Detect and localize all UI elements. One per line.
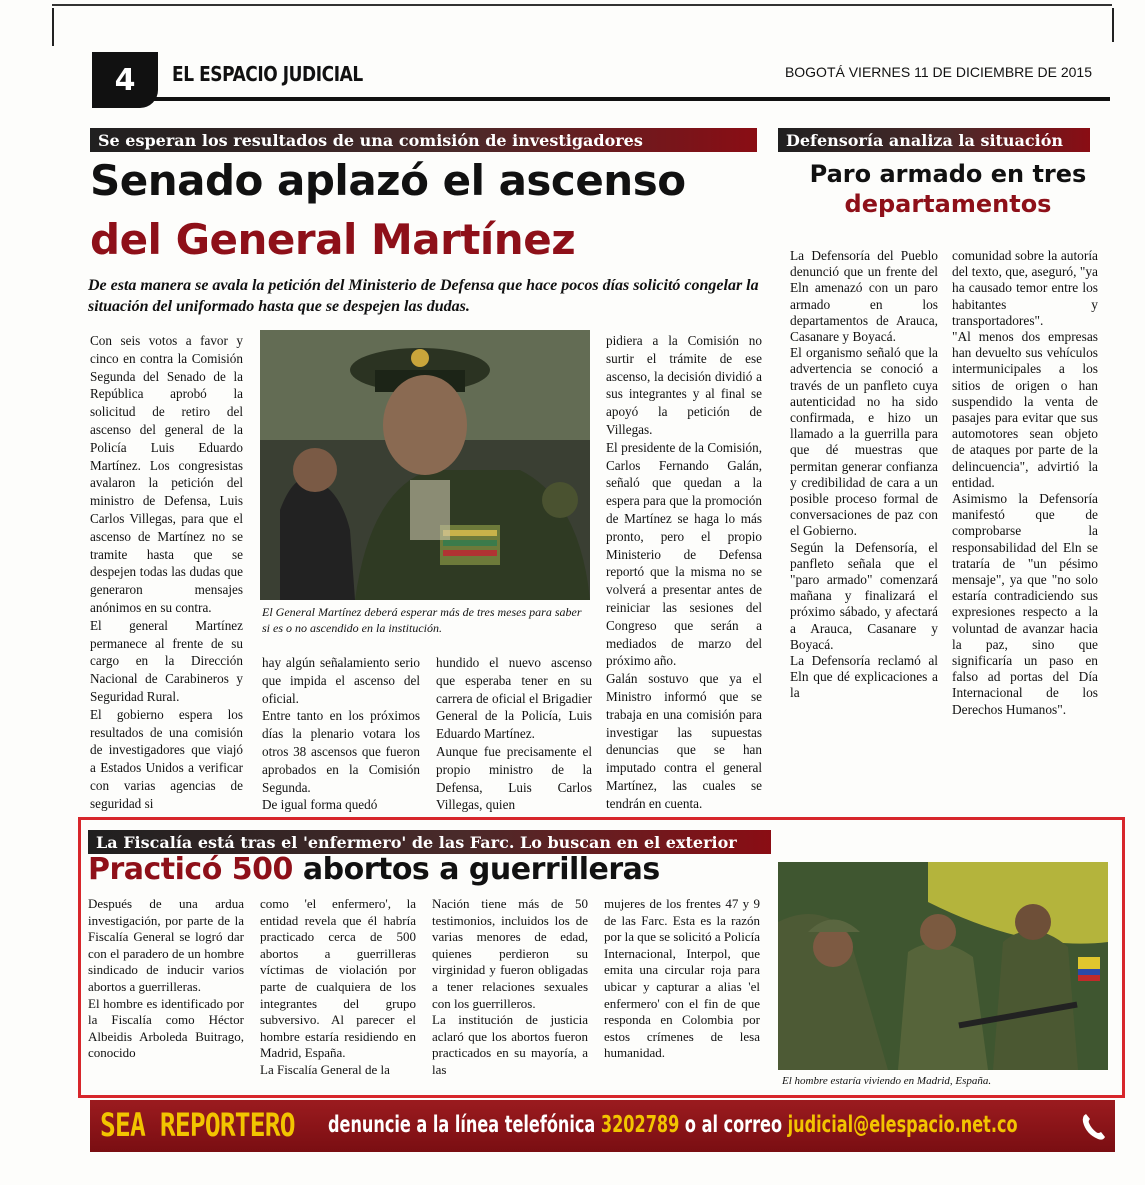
paragraph: mujeres de los frentes 47 y 9 de las Farc. Esta es la razón por la que se solicitó a Policía Internacional, Interpol, que emita una circular roja para ubicar y capturar a alias 'el enfermero' con el fin de que responda en Colombia por estos crímenes de lesa humanidad. (604, 896, 760, 1061)
dateline: BOGOTÁ VIERNES 11 DE DICIEMBRE DE 2015 (784, 64, 1092, 80)
bottom-headline (88, 852, 660, 887)
side-kicker: Defensoría analiza la situación (778, 128, 1090, 152)
margin-mark (52, 8, 54, 46)
lead-column-4 (606, 332, 762, 816)
lead-column-1 (90, 332, 243, 816)
side-column-1 (790, 248, 938, 802)
lead-column-2 (262, 654, 420, 816)
guerrilla-illustration (778, 862, 1108, 1070)
paragraph: La Defensoría reclamó al Eln que dé explicaciones a la (790, 653, 938, 701)
side-headline-1: Paro armado en tres (809, 160, 1087, 188)
officer-illustration (260, 330, 590, 600)
bottom-column-3 (432, 896, 588, 1091)
lead-dek: De esta manera se avala la petición del Ministerio de Defensa que hace pocos días solicitó congelar la situación del uniformado hasta que se despejen las dudas. (88, 277, 759, 315)
paragraph: Asimismo la Defensoría manifestó que de comprobarse la responsabilidad del Eln se trataría de "un pésimo mensaje", ya que "no solo estaría contradiciendo sus expresiones respecto a la voluntad de avanzar hacia la paz, sino que significaría un paso en falso ad portas del Día Internacional de los Derechos Humanos". (952, 491, 1098, 717)
paragraph: El hombre es identificado por la Fiscalía como Héctor Albeidis Arboleda Buitrago, conocido (88, 995, 244, 1061)
paragraph: El presidente de la Comisión, Carlos Fernando Galán, señaló que quedan a la espera para que la promoción de Martínez se haga lo más pronto, pero el propio Ministerio de Defensa reportó que la misma no se volverá a presentar antes de reiniciar las sesiones del Congreso que serán a mediados de marzo del próximo año. (606, 439, 762, 669)
section-title: EL ESPACIO JUDICIAL (172, 62, 363, 86)
masthead-rule (92, 97, 1110, 101)
top-rule (52, 4, 1112, 6)
lead-kicker: Se esperan los resultados de una comisión de investigadores (90, 128, 757, 152)
paragraph: hay algún señalamiento serio que impida el ascenso del oficial. (262, 655, 420, 706)
reporter-banner (90, 1100, 1115, 1152)
side-column-2 (952, 248, 1098, 802)
paragraph: Nación tiene más de 50 testimonios, incluidos los de varias menores de edad, quienes perdieron su virginidad y fueron obligadas a tener relaciones sexuales con los guerrilleros. (432, 896, 588, 1011)
paragraph: pidiera a la Comisión no surtir el trámite de ese ascenso, la decisión dividió a sus integrantes y al final se apoyó la petición de Villegas. (606, 333, 762, 437)
paragraph: comunidad sobre la autoría del texto, que, aseguró, "ya ha causado temor entre los habitantes y transportadores". (952, 248, 1098, 328)
paragraph: El organismo señaló que la advertencia se conoció a través de un panfleto cuya autenticidad no ha sido confirmada, e hizo un llamado a la guerrilla para que dé muestras que permitan generar confianza y credibilidad de cara a un posible proceso formal de conversaciones de paz con el Gobierno. (790, 345, 938, 539)
banner-phone[interactable]: 3202789 (600, 1112, 680, 1138)
bottom-headline-red: Practicó 500 (88, 852, 293, 887)
bottom-kicker: La Fiscalía está tras el 'enfermero' de las Farc. Lo buscan en el exterior (88, 830, 771, 854)
side-headline-2: departamentos (844, 190, 1052, 218)
paragraph: Entre tanto en los próximos días la plenario votara los otros 38 ascensos que fueron aprobados en la Comisión Segunda. (262, 708, 420, 795)
paragraph: La Defensoría del Pueblo denunció que un frente del Eln amenazó con un paro armado en los departamentos de Arauca, Casanare y Boyacá. (790, 248, 938, 345)
banner-brand: SEA REPORTERO (100, 1106, 295, 1144)
lead-headline-1: Senado aplazó el ascenso (90, 156, 686, 205)
paragraph: Después de una ardua investigación, por parte de la Fiscalía General se logró dar con el paradero de un hombre sindicado de inducir varios abortos a guerrilleras. (88, 896, 244, 994)
paragraph: El gobierno espera los resultados de una comisión de investigadores que viajó a Estados Unidos a verificar con varias agencias de seguridad si (90, 706, 243, 811)
phone-icon (1080, 1110, 1108, 1142)
paragraph: La institución de justicia aclaró que los abortos fueron practicados en su mayoría, a las (432, 1012, 588, 1077)
paragraph: Galán sostuvo que ya el Ministro informó que se trabaja en una comisión para investigar las supuestas denuncias que se han imputado contra el general Martínez, las cuales se tendrán en cuenta. (606, 671, 762, 811)
bottom-photo-caption: El hombre estaría viviendo en Madrid, España. (782, 1075, 992, 1087)
general-martinez-photo (260, 330, 590, 600)
paragraph: Según la Defensoría, el panfleto señala que el "paro armado" comenzará mañana y finalizará el próximo sábado, y afectará a Arauca, Casanare y Boyacá. (790, 539, 938, 652)
bottom-column-1 (88, 896, 244, 1091)
bottom-column-2 (260, 896, 416, 1091)
lead-column-3 (436, 654, 592, 816)
paragraph: La Fiscalía General de la (260, 1061, 390, 1077)
banner-text-1: denuncie a la línea telefónica (328, 1112, 596, 1138)
banner-text-2: o al correo (684, 1112, 783, 1138)
page-number: 4 (92, 52, 158, 108)
lead-headline-2: del General Martínez (90, 215, 576, 264)
bottom-headline-rest: abortos a guerrilleras (302, 852, 660, 887)
margin-mark (1112, 8, 1114, 42)
paragraph: Con seis votos a favor y cinco en contra la Comisión Segunda del Senado de la República aprobó la solicitud de retiro del ascenso del general de la Policía Luis Eduardo Martínez. Los congresistas avalaron la petición del ministro de Defensa, Luis Carlos Villegas, para que el ascenso de Martínez no se tramite hasta que se despejen todas las dudas que generaron mensajes anónimos en su contra. (90, 333, 243, 615)
paragraph: hundido el nuevo ascenso que esperaba tener en su carrera de oficial el Brigadier General de la Policía, Luis Eduardo Martínez. (436, 655, 592, 742)
banner-text (328, 1112, 1018, 1138)
lead-photo-caption: El General Martínez deberá esperar más de tres meses para saber si es o no ascendido en la institución. (262, 605, 582, 635)
paragraph: como 'el enfermero', la entidad revela que él habría practicado cerca de 500 abortos a guerrilleras víctimas de violación por parte de cualquiera de los integrantes del grupo subversivo. Al parecer el hombre estaría residiendo en Madrid, España. (260, 896, 416, 1061)
paragraph: El general Martínez permanece al frente de su cargo en la Dirección Nacional de Carabineros y Seguridad Rural. (90, 617, 243, 704)
paragraph: Aunque fue precisamente el propio ministro de la Defensa, Luis Carlos Villegas, quien (436, 743, 592, 813)
banner-email[interactable]: judicial@elespacio.net.co (787, 1112, 1018, 1138)
paragraph: "Al menos dos empresas han devuelto sus vehículos intermunicipales a los sitios de origen o han suspendido la venta de pasajes para evitar que sus automotores sean objeto de ataques por parte de la delincuencia", advirtió la entidad. (952, 329, 1098, 490)
paragraph: De igual forma quedó (262, 797, 378, 813)
guerrilla-photo (778, 862, 1108, 1070)
bottom-column-4 (604, 896, 760, 1091)
